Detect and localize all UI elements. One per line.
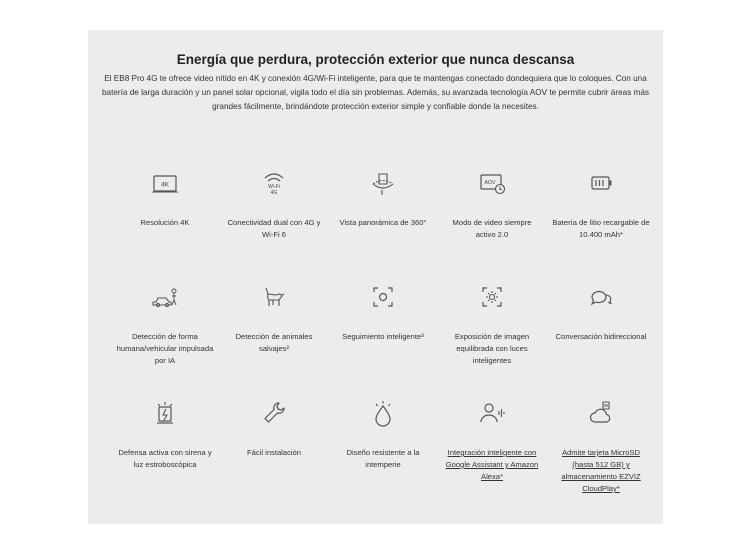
feature-label: Defensa activa con sirena y luz estroboscópica — [118, 448, 212, 469]
aov-mode-icon — [437, 168, 547, 198]
panoramic-360-icon — [328, 168, 438, 198]
svg-text:4G: 4G — [270, 190, 278, 196]
siren-strobe-icon — [110, 398, 220, 428]
feature-battery — [546, 168, 656, 241]
feature-weatherproof — [328, 398, 438, 471]
section-title: Energía que perdura, protección exterior que nunca descansa — [176, 52, 575, 67]
feature-label: Vista panorámica de 360° — [339, 218, 427, 227]
two-way-talk-icon — [546, 282, 656, 312]
feature-label: Detección de forma humana/vehicular impulsada por IA — [116, 332, 214, 365]
section-description: El EB8 Pro 4G te ofrece video nítido en 4K y conexión 4G/Wi-Fi inteligente, para que te mantengas conectado dondequiera que lo coloques. Con una batería de larga duración y un panel solar opcional, vigila todo el día sin problemas. Además, su avanzada tecnología AOV te permite cubrir áreas más grandes fácilmente, brindándote protección exterior simple y confiable donde la necesites. — [101, 74, 650, 111]
feature-wild-animal — [219, 282, 329, 355]
feature-4k — [110, 168, 220, 229]
feature-balanced-exposure — [437, 282, 547, 367]
voice-assistant-link[interactable]: Integración inteligente con Google Assistant y Amazon Alexa* — [445, 448, 539, 481]
feature-voice-assistant[interactable] — [437, 398, 547, 483]
balanced-exposure-icon — [437, 282, 547, 312]
svg-text:AOV: AOV — [484, 180, 496, 186]
feature-label: Modo de video siempre activo 2.0 — [452, 218, 532, 239]
feature-label: Conectividad dual con 4G y Wi-Fi 6 — [227, 218, 321, 239]
feature-panoramic — [328, 168, 438, 229]
feature-label: Exposición de imagen equilibrada con luces inteligentes — [454, 332, 530, 365]
feature-label: Conversación bidireccional — [555, 332, 647, 341]
svg-text:4K: 4K — [161, 181, 169, 189]
storage-link[interactable]: Admite tarjeta MicroSD (hasta 512 GB) y almacenamiento EZVIZ CloudPlay* — [561, 448, 641, 493]
smart-tracking-icon — [328, 282, 438, 312]
weatherproof-icon — [328, 398, 438, 428]
feature-storage[interactable] — [546, 398, 656, 495]
storage-icon — [546, 398, 656, 428]
feature-easy-install — [219, 398, 329, 459]
feature-two-way-talk — [546, 282, 656, 343]
battery-icon — [546, 168, 656, 198]
feature-label: Batería de litio recargable de 10.400 mAh* — [552, 218, 650, 239]
wrench-icon — [219, 398, 329, 428]
human-vehicle-detection-icon — [110, 282, 220, 312]
feature-label: Detección de animales salvajes² — [235, 332, 313, 353]
4k-icon — [110, 168, 220, 198]
feature-human-vehicle — [110, 282, 220, 367]
feature-label: Diseño resistente a la intemperie — [346, 448, 420, 469]
feature-label: Seguimiento inteligente³ — [342, 332, 424, 341]
svg-text:Wi-Fi: Wi-Fi — [268, 184, 280, 190]
feature-aov — [437, 168, 547, 241]
wifi-4g-icon — [219, 168, 329, 198]
feature-siren-strobe — [110, 398, 220, 471]
feature-connectivity — [219, 168, 329, 241]
voice-assistant-icon — [437, 398, 547, 428]
feature-smart-tracking — [328, 282, 438, 343]
feature-label: Resolución 4K — [140, 218, 190, 227]
wild-animal-icon — [219, 282, 329, 312]
features-panel — [88, 30, 663, 524]
feature-label: Fácil instalación — [246, 448, 302, 457]
